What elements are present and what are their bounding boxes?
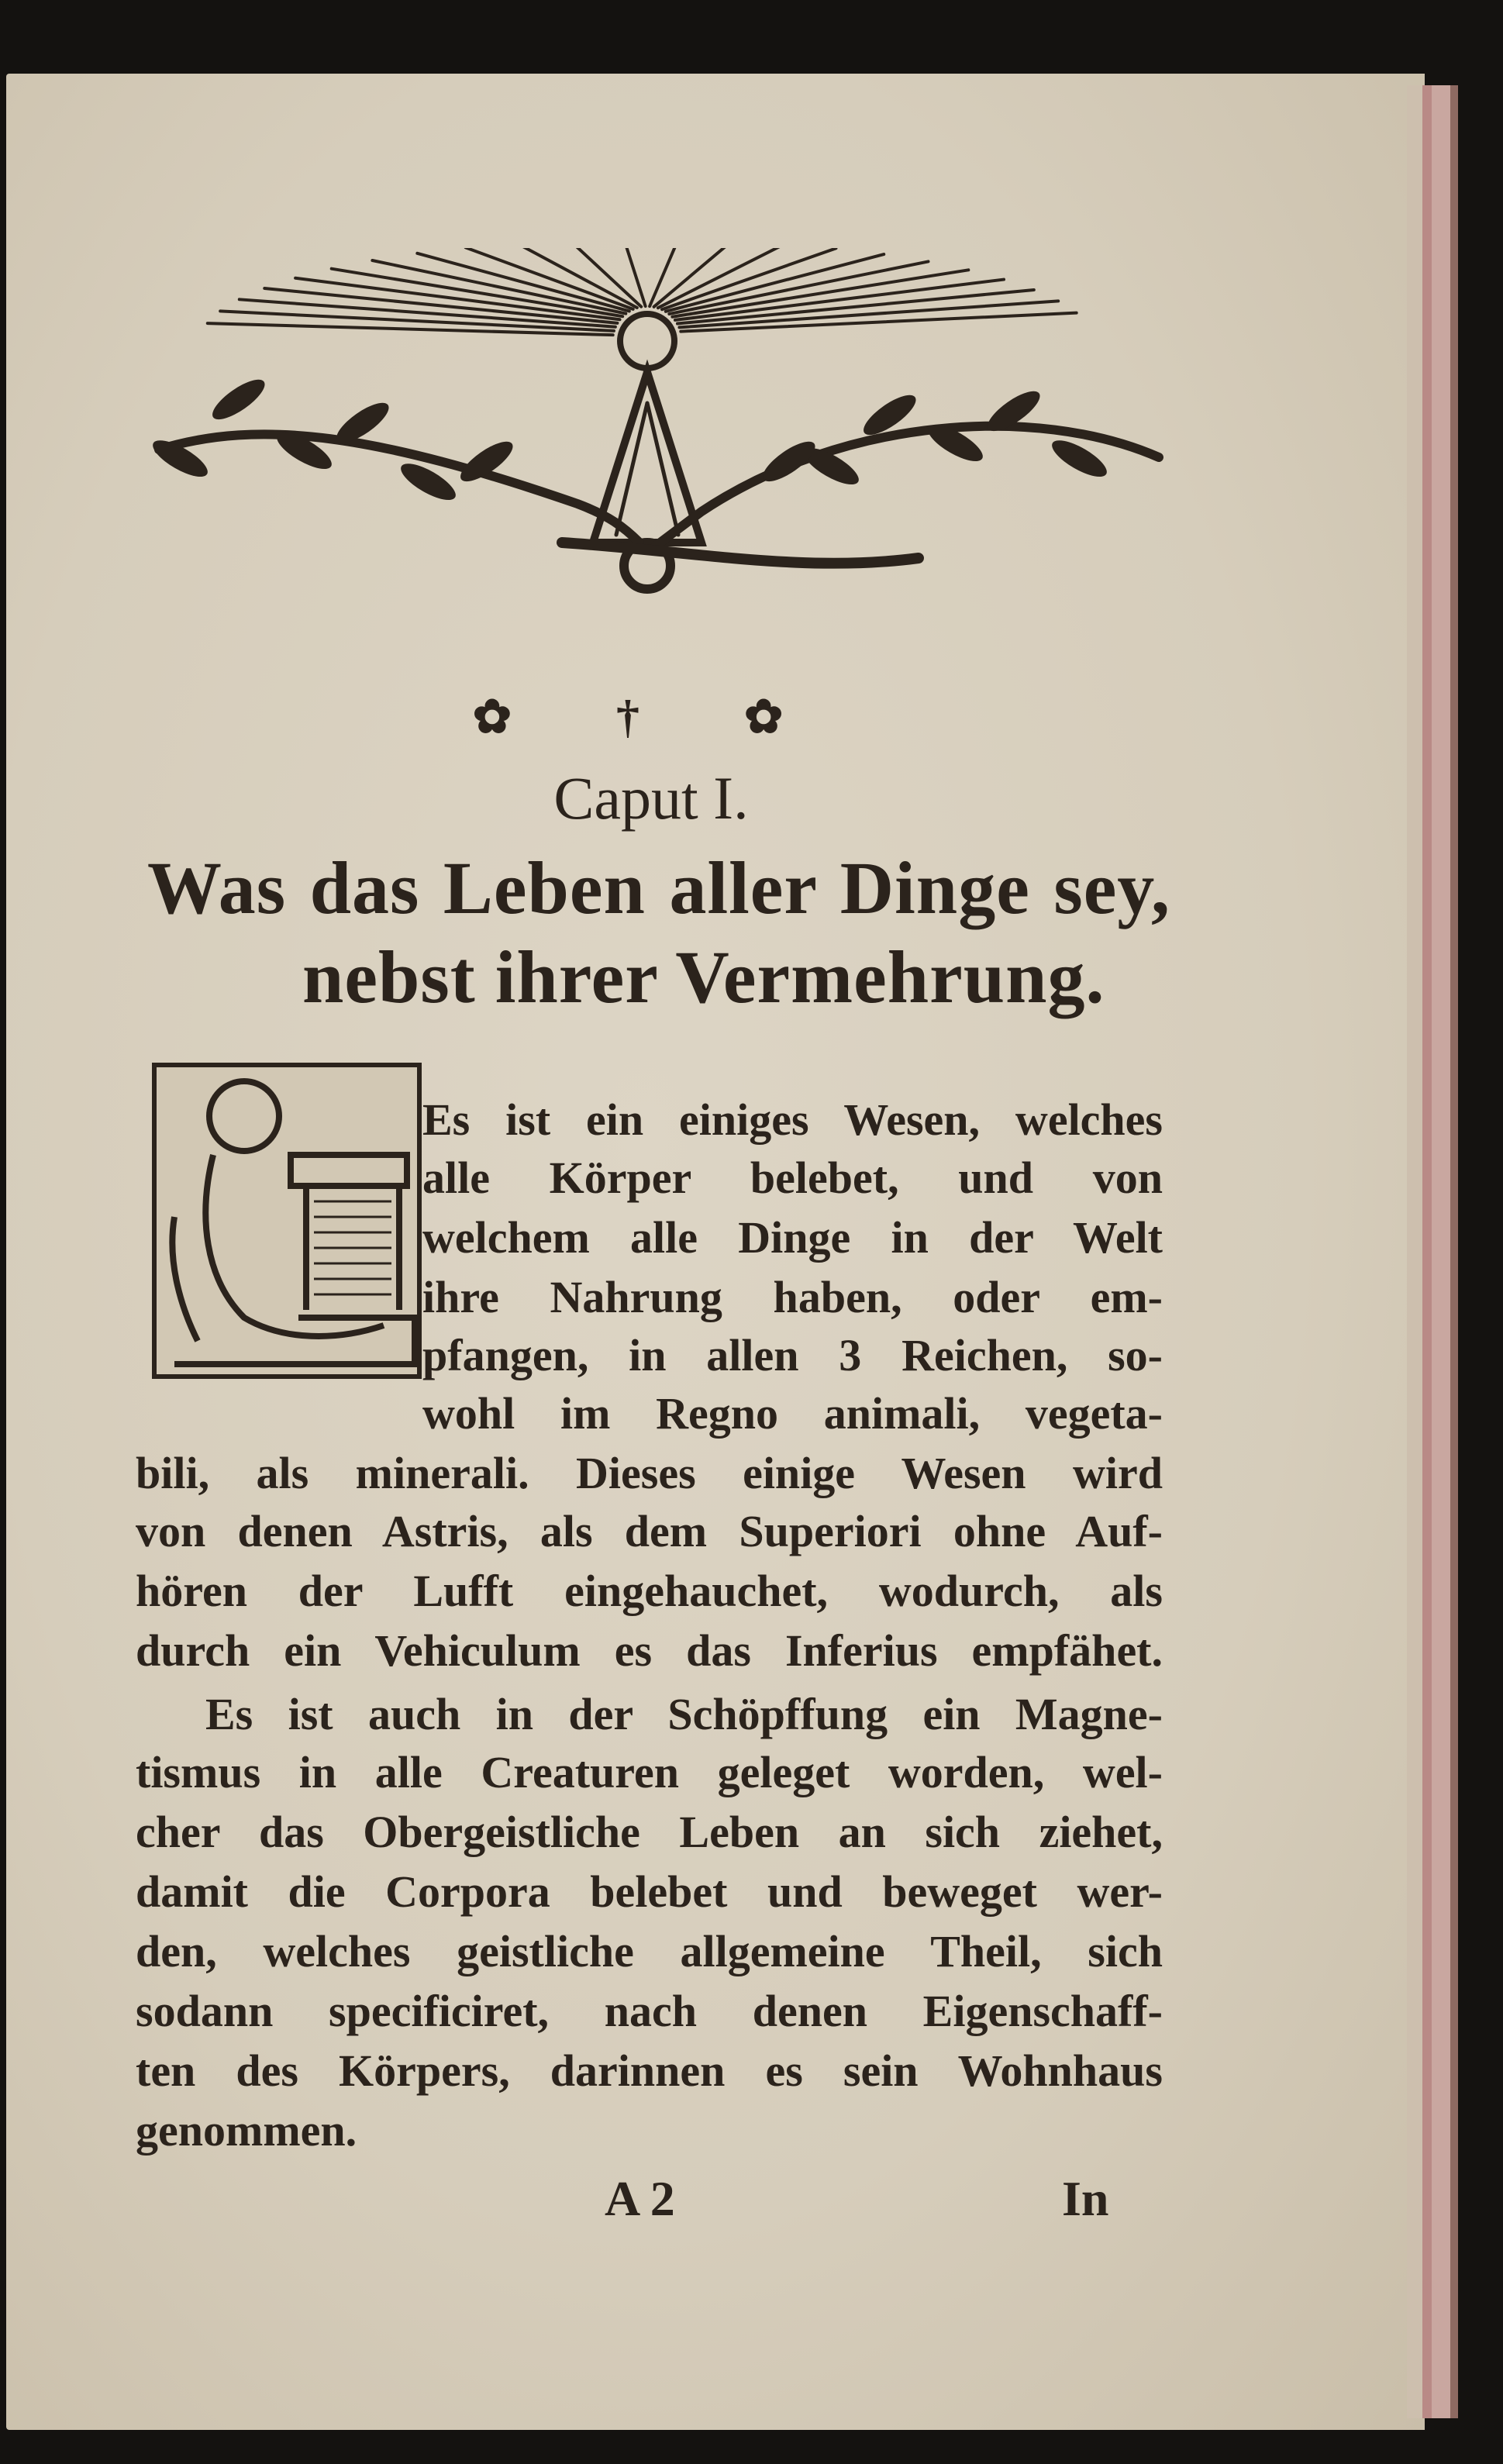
signature-mark: A 2 <box>605 2171 675 2226</box>
decorated-initial-icon <box>151 1062 422 1380</box>
text-line: ten des Körpers, darinnen es sein Wohnhaus <box>136 2045 1163 2096</box>
text-line: damit die Corpora belebet und beweget wer- <box>136 1866 1163 1917</box>
text-line: genommen. <box>136 2105 357 2156</box>
sun-ray <box>295 278 619 320</box>
sun-ray <box>666 254 884 312</box>
leaf <box>207 373 271 426</box>
sun-ray <box>517 248 637 308</box>
text-line: den, welches geistliche allgemeine Theil, sich <box>136 1926 1163 1976</box>
text-line: alle Körper belebet, und von <box>422 1153 1163 1203</box>
page-edge-red <box>1422 85 1432 2418</box>
sun-ray <box>624 248 646 306</box>
page-edge-dark <box>1450 85 1458 2418</box>
sun-ray <box>417 253 629 312</box>
sun-ray <box>658 248 785 308</box>
text-line: durch ein Vehiculum es das Inferius empfähet. <box>136 1625 1163 1676</box>
text-line: Es ist auch in der Schöpffung ein Magne- <box>205 1689 1163 1739</box>
text-line: sodann specificiret, nach denen Eigenschaff- <box>136 1986 1163 2036</box>
chapter-title-line-1: Was das Leben aller Dinge sey, <box>147 846 1170 929</box>
text-line: von denen Astris, als dem Superiori ohne Auf- <box>136 1506 1163 1556</box>
chapter-label: Caput I. <box>553 764 749 832</box>
headpiece-ornament-icon <box>143 248 1174 597</box>
sun-ray <box>675 280 1004 320</box>
text-line: pfangen, in allen 3 Reichen, so- <box>422 1330 1163 1380</box>
chapter-title-line-2: nebst ihrer Vermehrung. <box>302 936 1105 1018</box>
text-line: ihre Nahrung haben, oder em- <box>422 1272 1163 1322</box>
text-line: tismus in alle Creaturen geleget worden, wel- <box>136 1747 1163 1797</box>
catchword: In <box>1062 2171 1109 2226</box>
text-line: Es ist ein einiges Wesen, welches <box>422 1094 1163 1145</box>
text-line: wohl im Regno animali, vegeta- <box>422 1388 1163 1439</box>
fleuron-row: ✿ † ✿ <box>472 691 830 743</box>
text-line: welchem alle Dinge in der Welt <box>422 1212 1163 1263</box>
text-line: bili, als minerali. Dieses einige Wesen wird <box>136 1448 1163 1498</box>
text-line: hören der Lufft eingehauchet, wodurch, als <box>136 1566 1163 1616</box>
sun-ray <box>466 248 633 309</box>
text-line: cher das Obergeistliche Leben an sich ziehet, <box>136 1807 1163 1857</box>
page-edge-red <box>1432 85 1450 2418</box>
